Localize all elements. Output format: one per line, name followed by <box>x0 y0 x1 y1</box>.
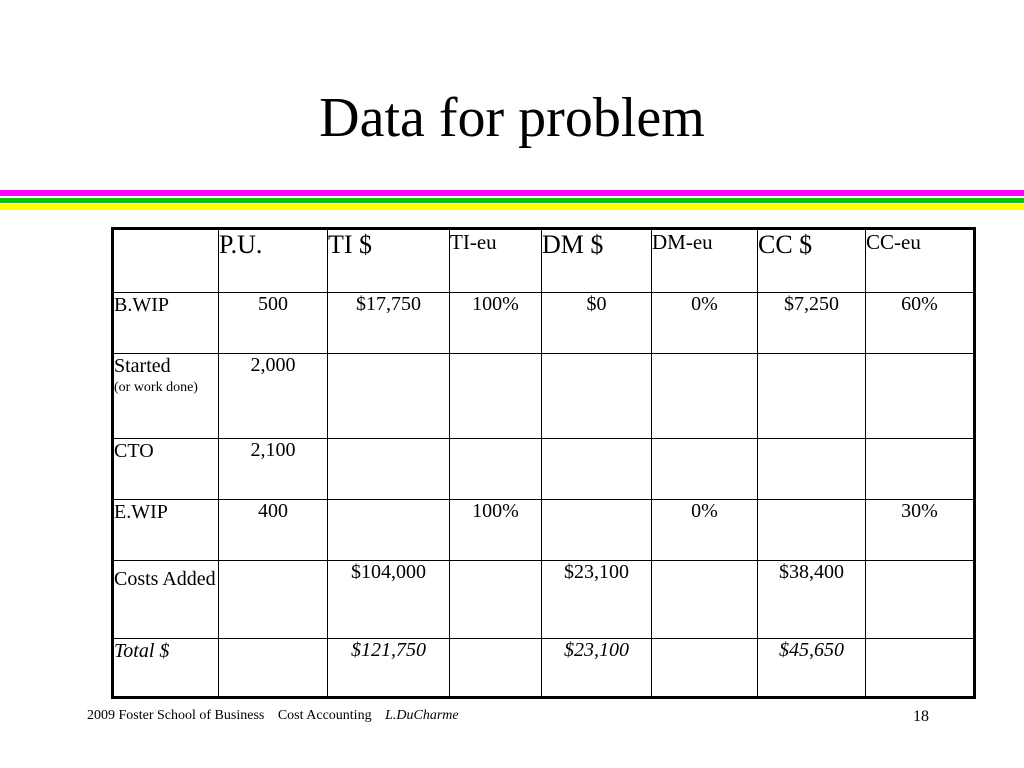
header-dm-dollars: DM $ <box>542 229 652 293</box>
footer-year-school: 2009 Foster School of Business <box>87 708 265 723</box>
table-cell: $23,100 <box>542 639 652 698</box>
table-cell: $45,650 <box>758 639 866 698</box>
yellow-stripe <box>0 204 1024 210</box>
table-cell: 100% <box>450 500 542 561</box>
table-cell: 0% <box>652 293 758 354</box>
table-cell <box>219 639 328 698</box>
row-note: (or work done) <box>114 380 198 395</box>
table-cell: $23,100 <box>542 561 652 639</box>
table-cell: $7,250 <box>758 293 866 354</box>
table-cell <box>450 354 542 439</box>
header-cc-dollars: CC $ <box>758 229 866 293</box>
table-cell <box>652 354 758 439</box>
row-label: Total $ <box>113 639 219 698</box>
header-ti-dollars: TI $ <box>328 229 450 293</box>
table-cell <box>450 561 542 639</box>
header-row <box>113 229 975 293</box>
row-label: E.WIP <box>113 500 219 561</box>
slide-footer <box>87 708 469 724</box>
header-cell-empty <box>113 229 219 293</box>
table-cell: 2,000 <box>219 354 328 439</box>
table-cell <box>542 439 652 500</box>
table-row-started <box>113 354 975 439</box>
row-label: Costs Added <box>113 561 219 639</box>
row-label: CTO <box>113 439 219 500</box>
table-cell <box>652 561 758 639</box>
table-cell: 400 <box>219 500 328 561</box>
row-label: B.WIP <box>113 293 219 354</box>
header-cc-eu: CC-eu <box>866 229 975 293</box>
table-cell: $38,400 <box>758 561 866 639</box>
table-cell: $104,000 <box>328 561 450 639</box>
table-cell <box>758 439 866 500</box>
table-cell: $0 <box>542 293 652 354</box>
header-ti-eu: TI-eu <box>450 229 542 293</box>
footer-course: Cost Accounting <box>277 708 372 723</box>
table-row-total <box>113 639 975 698</box>
table-cell <box>450 639 542 698</box>
table-cell: 30% <box>866 500 975 561</box>
table-cell <box>542 500 652 561</box>
table-cell <box>758 354 866 439</box>
table-cell: $121,750 <box>328 639 450 698</box>
table-cell <box>328 439 450 500</box>
table-cell <box>866 561 975 639</box>
table-cell <box>652 439 758 500</box>
row-label: Started <box>114 355 171 377</box>
table-cell <box>219 561 328 639</box>
table-row-costs-added <box>113 561 975 639</box>
table-cell: 60% <box>866 293 975 354</box>
decorative-stripes <box>0 190 1024 210</box>
table-cell <box>652 639 758 698</box>
table-cell <box>328 500 450 561</box>
slide-title: Data for problem <box>319 87 705 149</box>
table-cell <box>758 500 866 561</box>
table-cell <box>866 439 975 500</box>
table-row-bwip <box>113 293 975 354</box>
table-cell <box>866 639 975 698</box>
header-pu: P.U. <box>219 229 328 293</box>
table-cell: 0% <box>652 500 758 561</box>
page-number: 18 <box>913 708 929 725</box>
header-dm-eu: DM-eu <box>652 229 758 293</box>
row-label-cell <box>113 354 219 439</box>
table-row-ewip <box>113 500 975 561</box>
table-cell: 100% <box>450 293 542 354</box>
table-cell <box>866 354 975 439</box>
table-cell: $17,750 <box>328 293 450 354</box>
table-cell <box>450 439 542 500</box>
table-cell: 500 <box>219 293 328 354</box>
table-row-cto <box>113 439 975 500</box>
table-cell <box>542 354 652 439</box>
data-table <box>111 227 976 699</box>
table-cell <box>328 354 450 439</box>
footer-author: L.DuCharme <box>385 708 459 723</box>
table-cell: 2,100 <box>219 439 328 500</box>
